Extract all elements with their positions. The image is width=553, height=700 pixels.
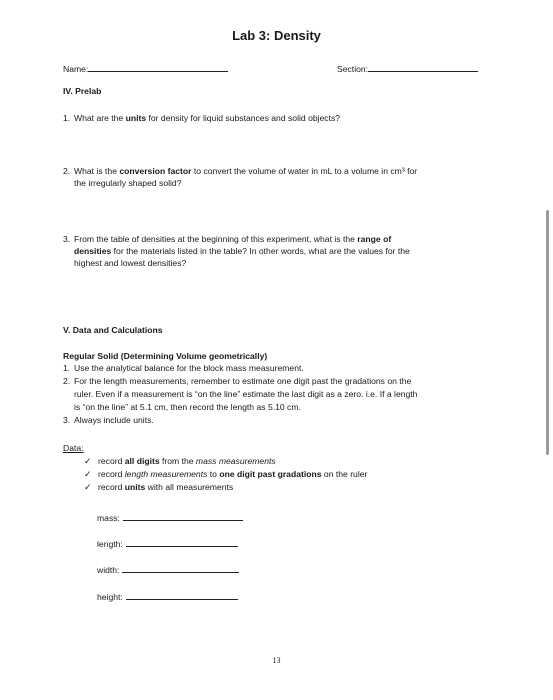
checklist-item-3: ✓ record units with all measurements: [84, 482, 234, 492]
checkmark-icon: ✓: [84, 482, 92, 492]
instruction-2: 2. For the length measurements, remember to estimate one digit past the gradations on the: [63, 376, 412, 386]
name-label: Name:: [63, 64, 89, 74]
prelab-question-1: 1. What are the units for density for liquid substances and solid objects?: [63, 113, 341, 123]
prelab-question-3-line-3: highest and lowest densities?: [74, 258, 187, 268]
scrollbar[interactable]: [546, 210, 549, 455]
width-field[interactable]: [97, 563, 239, 576]
mass-blank[interactable]: [123, 511, 243, 521]
prelab-question-2: 2. What is the conversion factor to convert the volume of water in mL to a volume in cm³ for: [63, 166, 418, 176]
section-label: Section:: [337, 64, 369, 74]
length-label: length:: [97, 539, 123, 549]
checkmark-icon: ✓: [84, 456, 92, 466]
height-label: height:: [97, 592, 123, 602]
width-label: width:: [97, 565, 120, 575]
height-blank[interactable]: [126, 590, 238, 600]
length-blank[interactable]: [126, 537, 238, 547]
instruction-3: 3. Always include units.: [63, 415, 154, 425]
page-title: Lab 3: Density: [232, 28, 321, 43]
name-field[interactable]: [63, 62, 228, 75]
checkmark-icon: ✓: [84, 469, 92, 479]
section-blank[interactable]: [368, 62, 478, 72]
mass-label: mass:: [97, 513, 120, 523]
instruction-1: 1. Use the analytical balance for the block mass measurement.: [63, 363, 304, 373]
section-field[interactable]: [337, 62, 478, 75]
checklist-item-2: ✓ record length measurements to one digit past gradations on the ruler: [84, 469, 368, 479]
width-blank[interactable]: [122, 563, 239, 573]
length-field[interactable]: [97, 537, 238, 550]
height-field[interactable]: [97, 590, 238, 603]
instruction-2-line-2: ruler. Even if a measurement is “on the line” estimate the last digit as a zero. i.e. If a length: [74, 389, 418, 399]
prelab-question-3: 3. From the table of densities at the beginning of this experiment, what is the range of: [63, 234, 392, 244]
instruction-2-line-3: is “on the line” at 5.1 cm, then record the length as 5.10 cm.: [74, 402, 301, 412]
prelab-question-3-line-2: densities for the materials listed in the table? In other words, what are the values for the: [74, 246, 410, 256]
prelab-heading: IV. Prelab: [63, 86, 102, 96]
page-number: 13: [272, 656, 281, 665]
data-calc-heading: V. Data and Calculations: [63, 325, 163, 335]
name-blank[interactable]: [88, 62, 228, 72]
data-label: Data:: [63, 443, 84, 453]
prelab-question-2-line-2: the irregularly shaped solid?: [74, 178, 182, 188]
regular-solid-subheading: Regular Solid (Determining Volume geometrically): [63, 351, 268, 361]
checklist-item-1: ✓ record all digits from the mass measurements: [84, 456, 276, 466]
mass-field[interactable]: [97, 511, 243, 524]
